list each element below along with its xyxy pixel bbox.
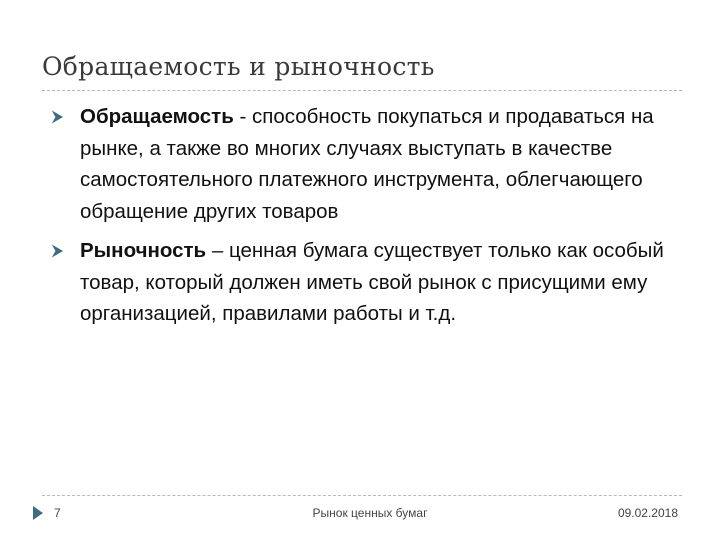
footer-divider [42, 495, 682, 496]
bullet-term: Обращаемость [80, 105, 234, 128]
bullet-text: - способность покупаться и продаваться на рынке, а также во многих случаях выступать в качестве самостоятельного платежного инструмента, облегчающего обращение других товаров [80, 105, 654, 223]
arrow-bullet-icon [50, 109, 64, 125]
footer-triangle-icon [32, 505, 44, 521]
footer-date: 09.02.2018 [617, 506, 678, 520]
page-number: 7 [54, 506, 61, 520]
footer-title: Рынок ценных бумаг [312, 506, 428, 520]
bullet-term: Рыночность [80, 239, 207, 262]
slide-title: Обращаемость и рыночность [42, 52, 435, 81]
arrow-bullet-icon [50, 243, 64, 259]
title-divider [42, 90, 682, 91]
bullet-list [50, 101, 675, 338]
bullet-text: – ценная бумага существует только как особый товар, который должен иметь свой рынок с присущими ему организацией, правилами работы и т.д. [80, 239, 664, 325]
bullet-item-1 [50, 101, 675, 227]
bullet-item-2 [50, 235, 675, 330]
